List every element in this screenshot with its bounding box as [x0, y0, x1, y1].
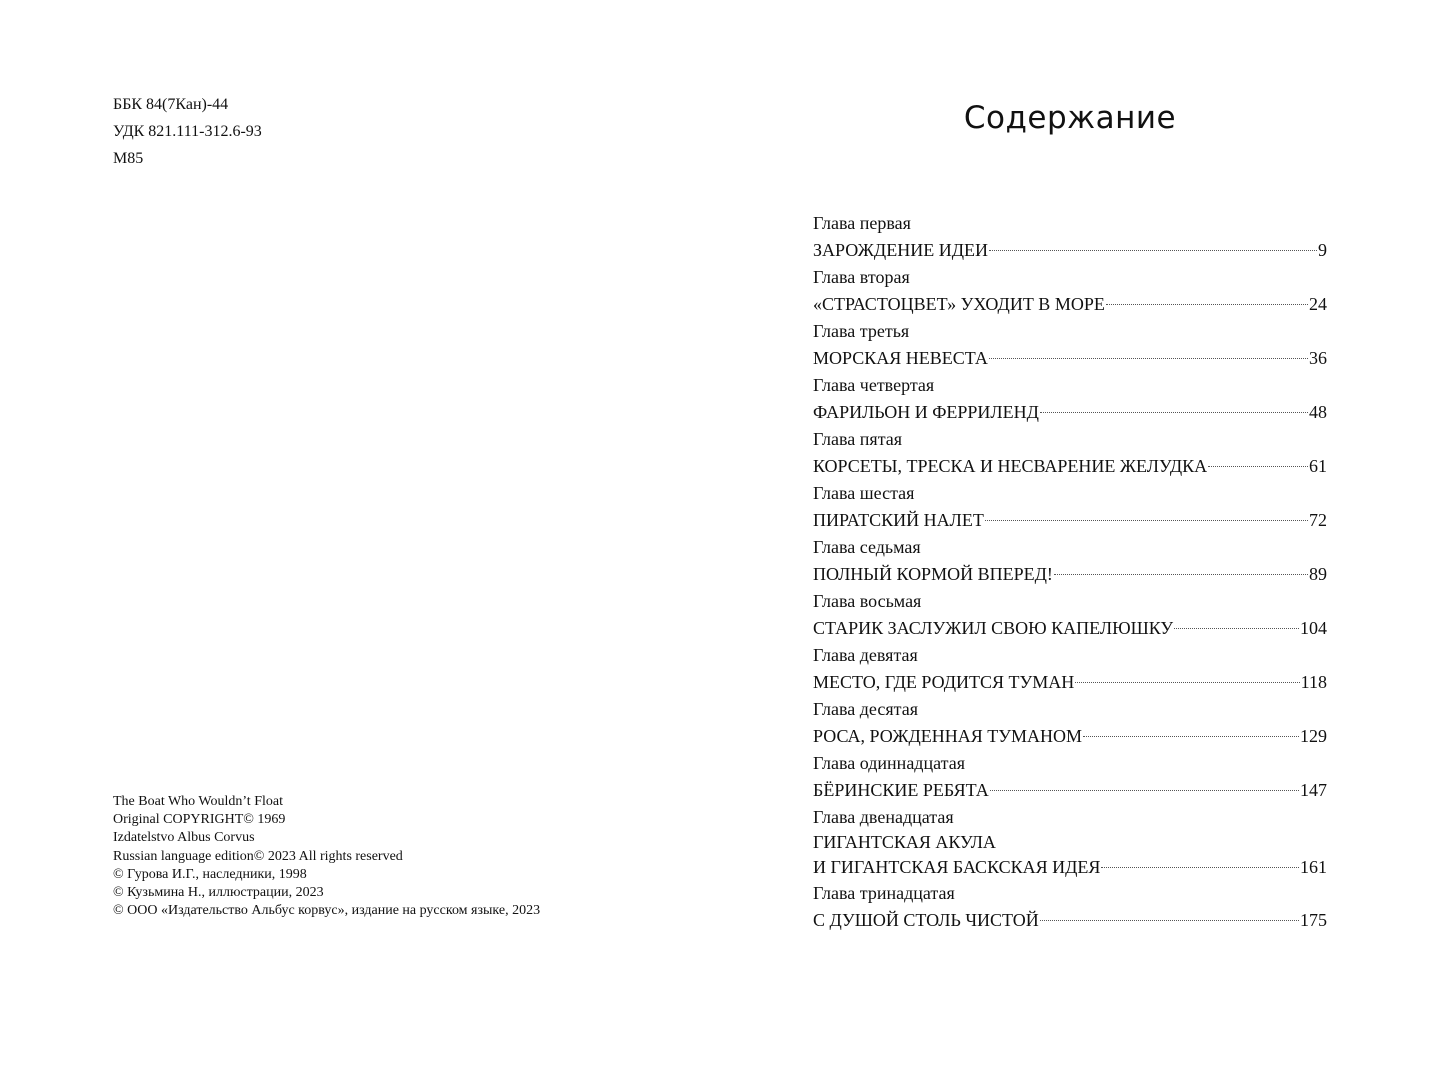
page-number: 48 [1309, 402, 1327, 422]
chapter-label: Глава восьмая [813, 591, 922, 611]
chapter-label: Глава одиннадцатая [813, 753, 965, 773]
table-of-contents [813, 210, 1327, 934]
chapter-label: Глава шестая [813, 483, 915, 503]
toc-entry[interactable] [813, 399, 1327, 426]
chapter-label: Глава девятая [813, 645, 918, 665]
toc-entry[interactable] [813, 777, 1327, 804]
page-number: 61 [1309, 456, 1327, 476]
toc-entry[interactable] [813, 237, 1327, 264]
imprint-line: © Кузьмина Н., иллюстрации, 2023 [113, 885, 324, 901]
chapter-label: Глава первая [813, 213, 911, 233]
chapter-label: Глава седьмая [813, 537, 921, 557]
chapter-title: ПОЛНЫЙ КОРМОЙ ВПЕРЕД! [813, 564, 1053, 584]
bbk-code: ББК 84(7Кан)-44 [113, 96, 229, 113]
toc-entry[interactable] [813, 669, 1327, 696]
page-number: 161 [1300, 857, 1327, 877]
chapter-title-line-2-row [813, 854, 1327, 880]
page-number: 24 [1309, 294, 1327, 314]
chapter-title: МЕСТО, ГДЕ РОДИТСЯ ТУМАН [813, 672, 1075, 692]
toc-entry[interactable] [813, 453, 1327, 480]
toc-entry[interactable] [813, 723, 1327, 750]
right-page [720, 0, 1440, 1080]
chapter-label: Глава третья [813, 321, 910, 341]
page-number: 72 [1309, 510, 1327, 530]
toc-entry[interactable] [813, 907, 1327, 934]
chapter-title: БЁРИНСКИЕ РЕБЯТА [813, 780, 989, 800]
chapter-title: ПИРАТСКИЙ НАЛЕТ [813, 510, 984, 530]
chapter-label: Глава тринадцатая [813, 883, 955, 903]
imprint-line: © Гурова И.Г., наследники, 1998 [113, 866, 307, 882]
toc-entry[interactable] [813, 291, 1327, 318]
imprint-line: Original COPYRIGHT© 1969 [113, 812, 286, 828]
dot-leader [990, 790, 1299, 791]
toc-entry[interactable] [813, 507, 1327, 534]
copyright-imprint [113, 793, 540, 920]
chapter-label: Глава вторая [813, 267, 910, 287]
toc-entry[interactable] [813, 345, 1327, 372]
dot-leader [989, 358, 1308, 359]
toc-entry[interactable] [813, 831, 1327, 880]
chapter-title: ЗАРОЖДЕНИЕ ИДЕИ [813, 240, 988, 260]
dot-leader [1075, 682, 1299, 683]
page-number: 9 [1318, 240, 1327, 260]
chapter-label: Глава четвертая [813, 375, 935, 395]
imprint-line: The Boat Who Wouldn’t Float [113, 794, 283, 809]
catalog-codes [113, 91, 262, 172]
dot-leader [1174, 628, 1299, 629]
imprint-line: © ООО «Издательство Альбус корвус», издание на русском языке, 2023 [113, 903, 541, 919]
imprint-line: Izdatelstvo Albus Corvus [113, 830, 255, 846]
chapter-title: МОРСКАЯ НЕВЕСТА [813, 348, 988, 368]
page-number: 147 [1300, 780, 1327, 800]
dot-leader [1208, 466, 1308, 467]
dot-leader [985, 520, 1308, 521]
author-mark: М85 [113, 150, 144, 167]
page-number: 104 [1300, 618, 1327, 638]
dot-leader [1054, 574, 1308, 575]
chapter-title: С ДУШОЙ СТОЛЬ ЧИСТОЙ [813, 910, 1039, 930]
dot-leader [1106, 304, 1308, 305]
chapter-title: «СТРАСТОЦВЕТ» УХОДИТ В МОРЕ [813, 294, 1105, 314]
page-number: 36 [1309, 348, 1327, 368]
page-number: 175 [1300, 910, 1327, 930]
chapter-label: Глава пятая [813, 429, 903, 449]
contents-title: Содержание [963, 100, 1177, 136]
chapter-title-line-1: ГИГАНТСКАЯ АКУЛА [813, 832, 996, 852]
udk-code: УДК 821.111-312.6-93 [113, 123, 262, 140]
page-number: 89 [1309, 564, 1327, 584]
page-number: 118 [1300, 672, 1327, 692]
imprint-line: Russian language edition© 2023 All rights reserved [113, 848, 403, 864]
chapter-title: СТАРИК ЗАСЛУЖИЛ СВОЮ КАПЕЛЮШКУ [813, 618, 1174, 638]
chapter-title: ФАРИЛЬОН И ФЕРРИЛЕНД [813, 402, 1039, 422]
chapter-label: Глава двенадцатая [813, 807, 954, 827]
page-number: 129 [1300, 726, 1327, 746]
chapter-title: И ГИГАНТСКАЯ БАСКСКАЯ ИДЕЯ [813, 857, 1101, 877]
toc-entry[interactable] [813, 615, 1327, 642]
dot-leader [1101, 867, 1299, 868]
chapter-label: Глава десятая [813, 699, 918, 719]
chapter-title: КОРСЕТЫ, ТРЕСКА И НЕСВАРЕНИЕ ЖЕЛУДКА [813, 456, 1208, 476]
chapter-title: РОСА, РОЖДЕННАЯ ТУМАНОМ [813, 726, 1082, 746]
dot-leader [989, 250, 1317, 251]
dot-leader [1083, 736, 1299, 737]
dot-leader [1040, 412, 1308, 413]
dot-leader [1040, 920, 1299, 921]
toc-entry[interactable] [813, 561, 1327, 588]
